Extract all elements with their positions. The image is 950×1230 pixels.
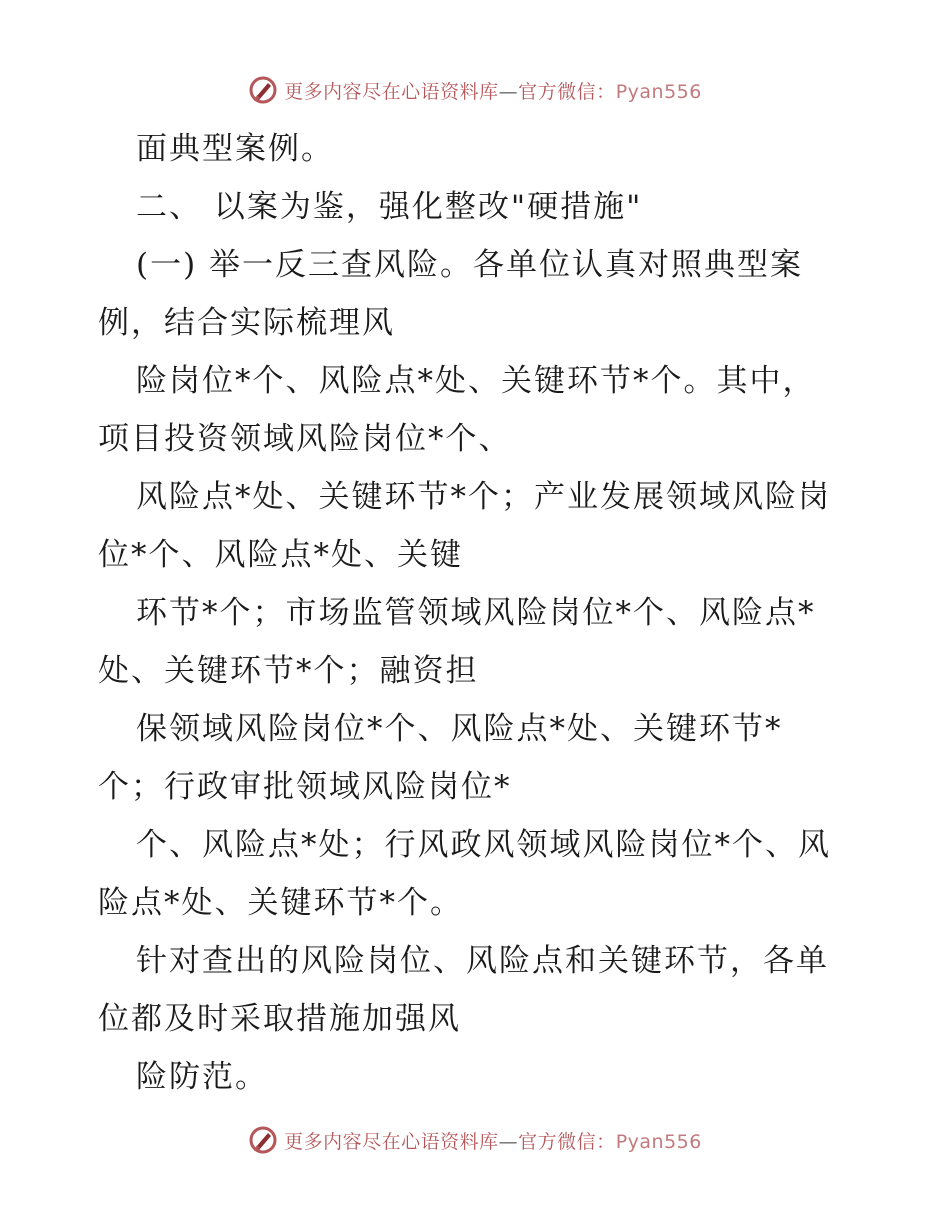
- paragraph-line: 针对查出的风险岗位、风险点和关键环节，各单: [136, 943, 829, 979]
- header-watermark: [0, 70, 950, 110]
- pen-logo-icon: [248, 1125, 278, 1155]
- paragraph-line: 项目投资领域风险岗位*个、: [98, 421, 512, 457]
- paragraph-line: 险岗位*个、风险点*处、关键环节*个。其中，: [136, 363, 816, 399]
- paragraph-line: 处、关键环节*个；融资担: [98, 653, 479, 689]
- footer-watermark: [0, 1120, 950, 1160]
- paragraph-line: 例，结合实际梳理风: [98, 305, 395, 341]
- document-body: [98, 120, 868, 1106]
- paragraph-line: 环节*个；市场监管领域风险岗位*个、风险点*: [136, 595, 816, 631]
- paragraph-line: 险点*处、关键环节*个。: [98, 885, 463, 921]
- paragraph-line: 个、风险点*处；行风政风领域风险岗位*个、风: [136, 827, 831, 863]
- pen-logo-icon: [248, 75, 278, 105]
- paragraph-line: 险防范。: [136, 1059, 268, 1095]
- paragraph-line: (一) 举一反三查风险。各单位认真对照典型案: [136, 247, 804, 283]
- paragraph-line: 面典型案例。: [136, 131, 334, 167]
- section-heading: 二、 以案为鉴，强化整改"硬措施": [136, 189, 643, 225]
- paragraph-line: 个；行政审批领域风险岗位*: [98, 769, 512, 805]
- paragraph-line: 风险点*处、关键环节*个；产业发展领域风险岗: [136, 479, 831, 515]
- paragraph-line: 保领域风险岗位*个、风险点*处、关键环节*: [136, 711, 783, 747]
- watermark-text: 更多内容尽在心语资料库—官方微信：Pyan556: [284, 80, 702, 103]
- watermark-text: 更多内容尽在心语资料库—官方微信：Pyan556: [284, 1130, 702, 1153]
- paragraph-line: 位都及时采取措施加强风: [98, 1001, 461, 1037]
- paragraph-line: 位*个、风险点*处、关键: [98, 537, 463, 573]
